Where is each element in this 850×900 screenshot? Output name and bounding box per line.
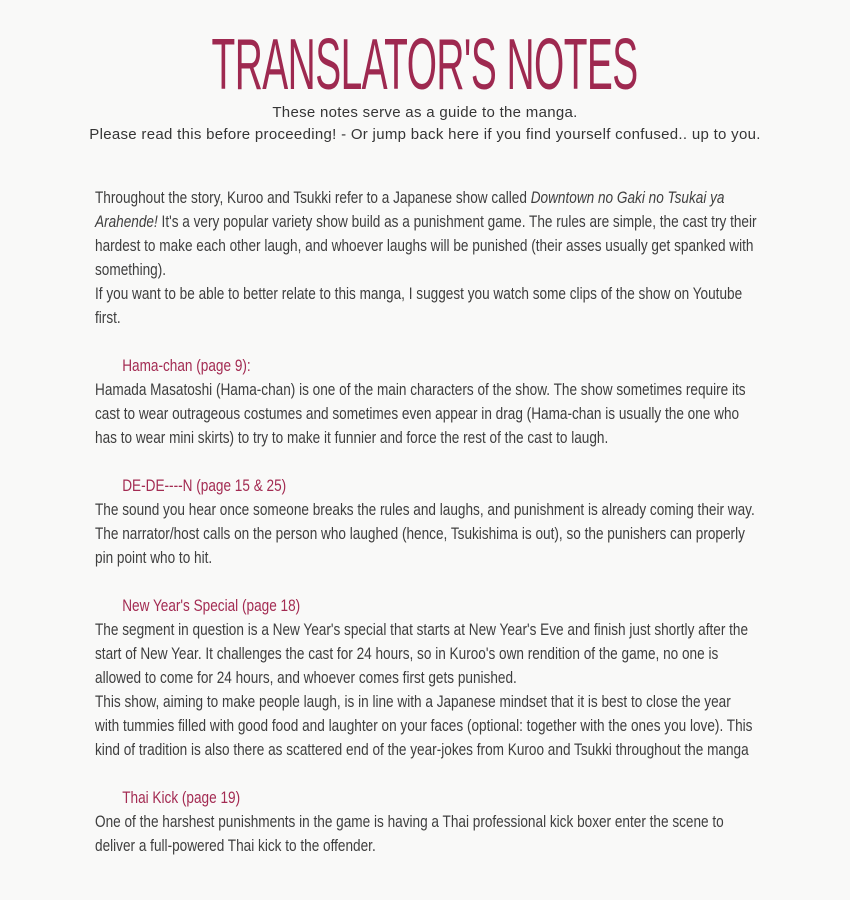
section-hama-chan [95, 354, 757, 450]
intro-text-continued: It's a very popular variety show build as a punishment game. The rules are simple, the cast try their hardest to make each other laugh, and whoever laughs will be punished (their asses usually get spanked with something). [95, 212, 757, 279]
section-paragraph: The sound you hear once someone breaks the rules and laughs, and punishment is already coming their way. The narrator/host calls on the person who laughed (hence, Tsukishima is out), so the punishers can properly pin point who to hit. [95, 500, 755, 567]
subtitle-line-2: Please read this before proceeding! - Or jump back here if you find yourself confused.. up to you. [89, 126, 761, 143]
title-area [0, 25, 850, 105]
section-heading: Thai Kick (page 19) [122, 788, 241, 807]
intro-paragraph [95, 186, 757, 282]
section-de-de-n [95, 474, 757, 570]
section-paragraph: One of the harshest punishments in the game is having a Thai professional kick boxer enter the scene to deliver a full-powered Thai kick to the offender. [95, 812, 724, 855]
intro-text: Throughout the story, Kuroo and Tsukki refer to a Japanese show called [95, 188, 531, 207]
show-title-italic: Downtown no Gaki no Tsukai ya Arahende! [95, 188, 725, 231]
section-new-years-special [95, 594, 757, 762]
section-thai-kick [95, 786, 757, 858]
section-heading: New Year's Special (page 18) [122, 596, 301, 615]
section-paragraph: Hamada Masatoshi (Hama-chan) is one of the main characters of the show. The show sometimes require its cast to wear outrageous costumes and sometimes even appear in drag (Hama-chan is usually the one who has to wear mini skirts) to try to make it funnier and force the rest of the cast to laugh. [95, 380, 746, 447]
section-heading: Hama-chan (page 9): [122, 356, 251, 375]
section-paragraph: This show, aiming to make people laugh, is in line with a Japanese mindset that it is best to close the year with tummies filled with good food and laughter on your faces (optional: together with the ones you love). This kind of tradition is also there as scattered end of the year-jokes from Kuroo and Tsukki throughout the manga [95, 692, 753, 759]
subtitle-line-1: These notes serve as a guide to the manga. [272, 104, 578, 121]
page-title: TRANSLATOR'S NOTES [211, 25, 639, 105]
section-paragraph: The segment in question is a New Year's special that starts at New Year's Eve and finish just shortly after the start of New Year. It challenges the cast for 24 hours, so in Kuroo's own rendition of the game, no one is allowed to come for 24 hours, and whoever comes first gets punished. [95, 620, 749, 687]
notes-content [95, 186, 757, 858]
intro-paragraph-2: If you want to be able to better relate to this manga, I suggest you watch some clips of the show on Youtube first. [95, 284, 743, 327]
section-heading: DE-DE----N (page 15 & 25) [122, 476, 287, 495]
